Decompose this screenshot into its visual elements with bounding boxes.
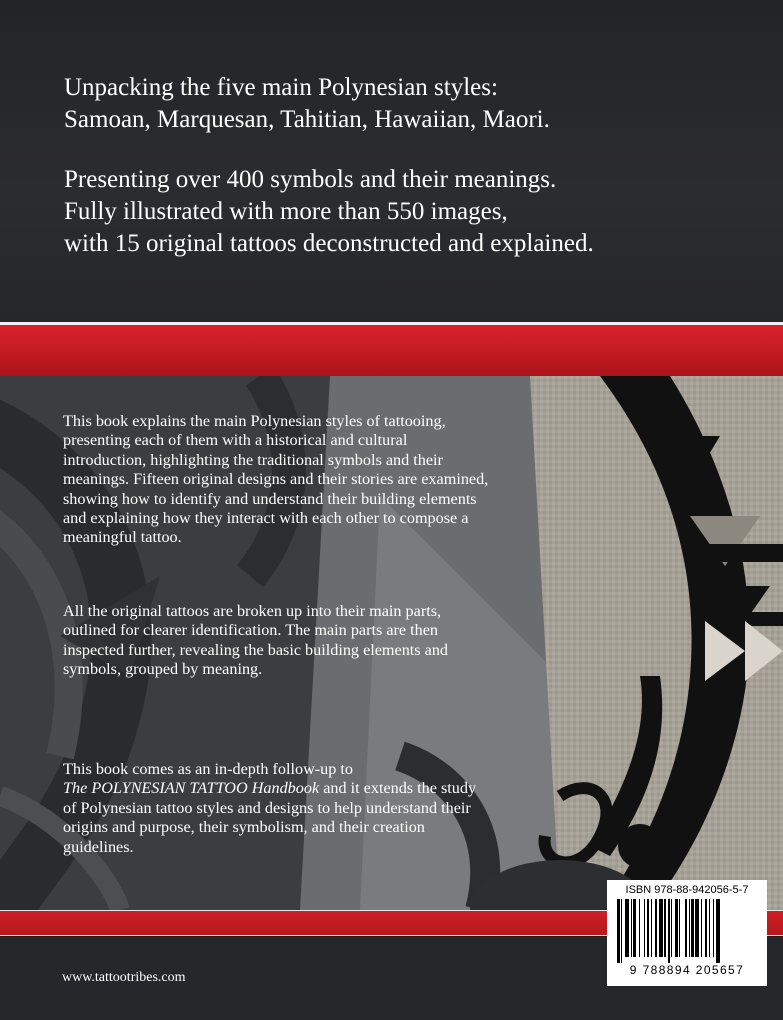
styles-line-2: Samoan, Marquesan, Tahitian, Hawaiian, Maori. <box>64 106 550 133</box>
barcode-bar <box>621 899 622 963</box>
description-paragraph-2: All the original tattoos are broken up into their main parts, outlined for clearer identification. The main parts are then inspected further, revealing the basic building elements and symbols, grouped by meaning. <box>63 602 449 679</box>
isbn-barcode <box>607 880 767 986</box>
barcode-bar <box>691 899 694 957</box>
barcode-bar <box>709 899 710 957</box>
images-line: Fully illustrated with more than 550 images, <box>64 198 508 225</box>
top-description-band <box>0 0 783 322</box>
styles-line-1: Unpacking the five main Polynesian styles: <box>64 74 498 101</box>
barcode-bar <box>633 899 636 957</box>
barcode-bar <box>679 899 680 957</box>
barcode-bar <box>701 899 702 957</box>
barcode-bar <box>647 899 650 957</box>
followup-intro: This book comes as an in-depth follow-up to <box>63 760 353 778</box>
symbols-line: Presenting over 400 symbols and their meanings. <box>64 166 557 193</box>
description-paragraph-3 <box>63 760 493 857</box>
barcode-bar <box>651 899 652 957</box>
barcode-bar <box>689 899 690 957</box>
red-divider-top <box>0 322 783 376</box>
barcode-bar <box>668 899 669 963</box>
handbook-title: The POLYNESIAN TATTOO Handbook <box>63 779 320 798</box>
website-url: www.tattootribes.com <box>62 970 186 985</box>
isbn-label: ISBN 978-88-942056-5-7 <box>625 884 749 896</box>
barcode-bar <box>631 899 632 957</box>
barcode-bars <box>613 899 759 963</box>
barcode-bar <box>639 899 640 957</box>
barcode-bar <box>655 899 658 957</box>
barcode-bar <box>695 899 699 957</box>
barcode-bar <box>685 899 688 957</box>
tattoo-artwork-panel <box>0 376 783 910</box>
barcode-bar <box>617 899 620 963</box>
barcode-bar <box>625 899 629 957</box>
barcode-bar <box>664 899 665 957</box>
barcode-bar <box>659 899 663 957</box>
barcode-bar <box>716 899 720 963</box>
barcode-bar <box>671 899 672 957</box>
description-paragraph-1: This book explains the main Polynesian styles of tattooing, presenting each of them with a historical and cultural introduction, highlighting the traditional symbols and their meanings. Fifteen original designs and their stories are examined, showing how to identify and understand their building elements and explaining how they interact with each other to compose a meaningful tattoo. <box>63 412 489 547</box>
barcode-digits: 9 788894 205657 <box>629 963 745 977</box>
barcode-bar <box>675 899 678 957</box>
tattoos-line: with 15 original tattoos deconstructed and explained. <box>64 230 594 257</box>
barcode-bar <box>705 899 708 957</box>
followup-rest: and it extends the study of Polynesian tattoo styles and designs to help understand their origins and purpose, their symbolism, and their creation guidelines. <box>63 779 477 856</box>
barcode-bar <box>713 899 714 957</box>
barcode-bar <box>644 899 645 957</box>
